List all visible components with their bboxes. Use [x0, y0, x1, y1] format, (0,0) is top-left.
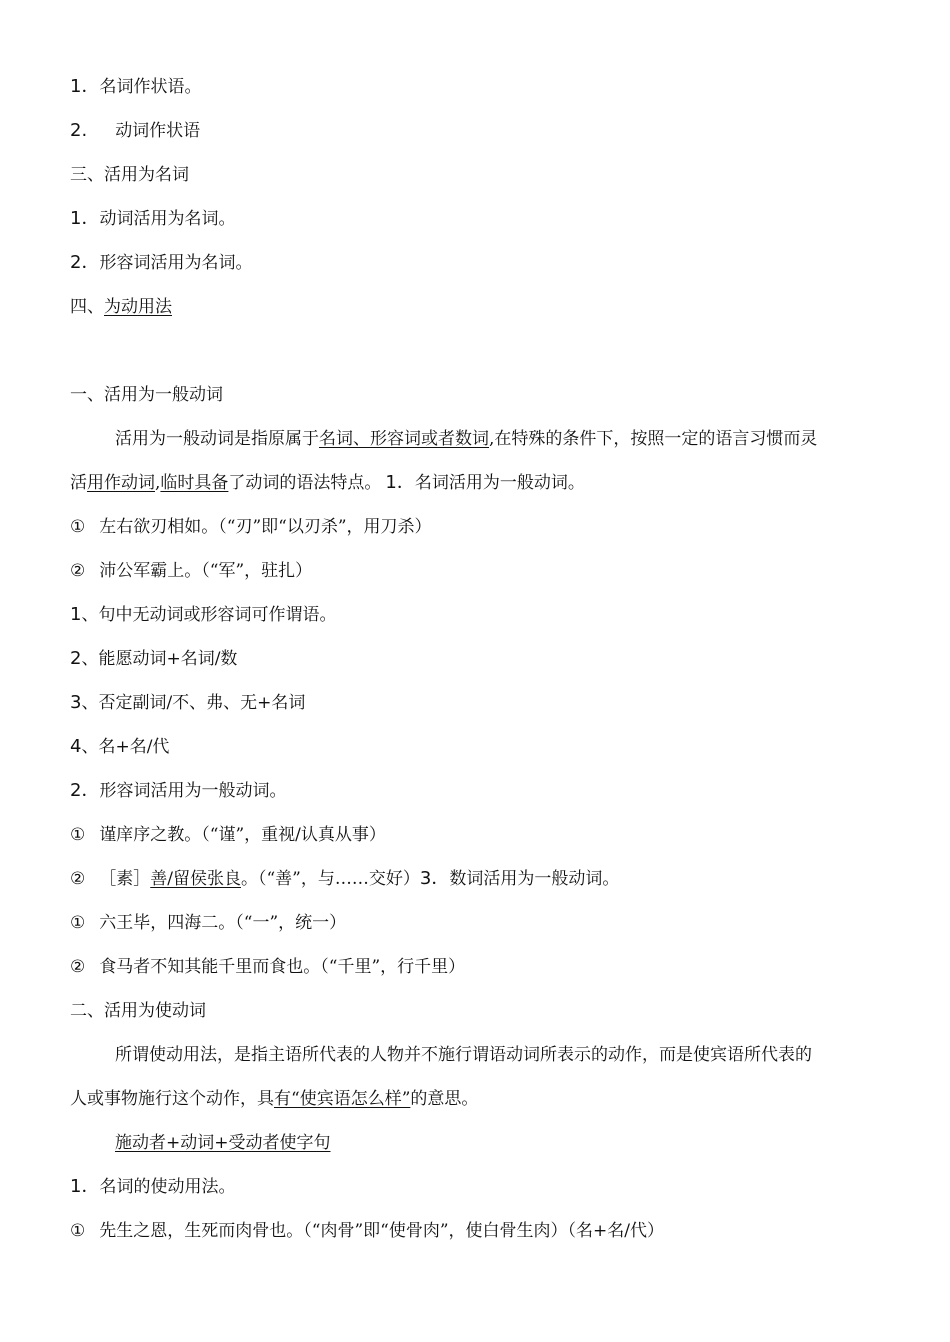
- item-number: 1．: [385, 472, 415, 493]
- item-text: 名词作状语。: [99, 77, 202, 97]
- example-line: [70, 911, 900, 935]
- underlined-run: 名词、形容词或者数词: [319, 429, 489, 449]
- item-number: 1: [70, 604, 82, 625]
- item-number: 1．: [70, 76, 100, 97]
- section-heading: [70, 295, 900, 319]
- item-noun-causative: [70, 1175, 900, 1199]
- heading-prefix: 四、: [70, 297, 104, 317]
- item-text: 、能愿动词+名词/数: [81, 649, 238, 669]
- text-run: 的意思。: [410, 1089, 479, 1109]
- circled-number: ①: [70, 517, 86, 537]
- paragraph-line: 所谓使动用法，是指主语所代表的人物并不施行谓语动词所表示的动作，而是使宾语所代表的: [115, 1045, 812, 1065]
- item-text: 、名+名/代: [81, 737, 170, 757]
- underlined-run: 临时具备: [160, 473, 229, 493]
- paragraph-line: [70, 1087, 900, 1111]
- underlined-run: 有“使宾语怎么样”: [274, 1089, 411, 1109]
- heading-underlined: 为动用法: [104, 297, 172, 317]
- item-text: 、否定副词/不、弗、无+名词: [81, 693, 306, 713]
- text-run: 数词活用为一般动词。: [449, 869, 620, 889]
- item-text: 名词的使动用法。: [99, 1177, 236, 1197]
- item-adj-as-noun: [70, 251, 900, 275]
- example-line: [70, 559, 900, 583]
- text-run: 活: [70, 473, 87, 493]
- rule-line: [70, 603, 900, 627]
- example-line: [70, 1219, 900, 1243]
- item-number: 2．: [70, 780, 100, 801]
- circled-number: ②: [70, 957, 86, 977]
- section-heading: 二、活用为使动词: [70, 1001, 206, 1021]
- text-run: 名词活用为一般动词。: [414, 473, 585, 493]
- rule-line: [70, 735, 900, 759]
- paragraph-line: [115, 427, 895, 451]
- section-heading: 三、活用为名词: [70, 165, 189, 185]
- item-verb-adverbial: [70, 119, 900, 143]
- rule-line: [70, 647, 900, 671]
- text-run: ［素］: [99, 869, 151, 889]
- text-run: 活用为一般动词是指原属于: [115, 429, 319, 449]
- item-text: 形容词活用为一般动词。: [99, 781, 287, 801]
- underlined-run: 施动者+动词+受动者使字句: [115, 1133, 331, 1153]
- item-text: 动词作状语: [115, 121, 201, 141]
- example-text: 六王毕，四海二。（“一”，统一）: [99, 913, 347, 933]
- item-number: 2．: [70, 252, 100, 273]
- underlined-run: 善/留侯张良: [150, 869, 241, 889]
- item-number: 1．: [70, 208, 100, 229]
- example-text: 左右欲刃相如。（“刃”即“以刃杀”，用刀杀）: [99, 517, 432, 537]
- text-run: ,在特殊的条件下，按照一定的语言习惯而灵: [489, 429, 818, 449]
- text-run: 。（“善”，与……交好）: [240, 869, 420, 889]
- pattern-line: [115, 1131, 945, 1155]
- example-line: [70, 515, 900, 539]
- circled-number: ②: [70, 561, 86, 581]
- circled-number: ①: [70, 825, 86, 845]
- item-verb-as-noun: [70, 207, 900, 231]
- circled-number: ①: [70, 913, 86, 933]
- item-adj-as-verb: [70, 779, 900, 803]
- text-run: ,: [155, 473, 161, 493]
- rule-line: [70, 691, 900, 715]
- example-line: [70, 867, 900, 891]
- item-text: 形容词活用为名词。: [99, 253, 253, 273]
- item-number: 3．: [419, 868, 450, 889]
- item-noun-adverbial: [70, 75, 900, 99]
- example-text: 食马者不知其能千里而食也。（“千里”，行千里）: [99, 957, 466, 977]
- circled-number: ①: [70, 1221, 86, 1241]
- example-text: 沛公军霸上。（“军”，驻扎）: [99, 561, 313, 581]
- text-run: 了动词的语法特点。: [228, 473, 382, 493]
- item-number: 4: [70, 736, 82, 757]
- text-run: 人或事物施行这个动作，具: [70, 1089, 274, 1109]
- example-line: [70, 955, 900, 979]
- example-line: [70, 823, 900, 847]
- circled-number: ②: [70, 869, 86, 889]
- item-text: 动词活用为名词。: [99, 209, 236, 229]
- item-number: 2.: [70, 120, 88, 141]
- underlined-run: 用作动词: [87, 473, 155, 493]
- item-number: 1．: [70, 1176, 100, 1197]
- paragraph-line: [70, 471, 900, 495]
- item-number: 2: [70, 648, 82, 669]
- example-text: 先生之恩，生死而肉骨也。（“肉骨”即“使骨肉”，使白骨生肉）（名+名/代）: [99, 1221, 664, 1241]
- example-text: 谨庠序之教。（“谨”，重视/认真从事）: [99, 825, 386, 845]
- item-text: 、句中无动词或形容词可作谓语。: [81, 605, 337, 625]
- section-heading: 一、活用为一般动词: [70, 385, 223, 405]
- item-number: 3: [70, 692, 82, 713]
